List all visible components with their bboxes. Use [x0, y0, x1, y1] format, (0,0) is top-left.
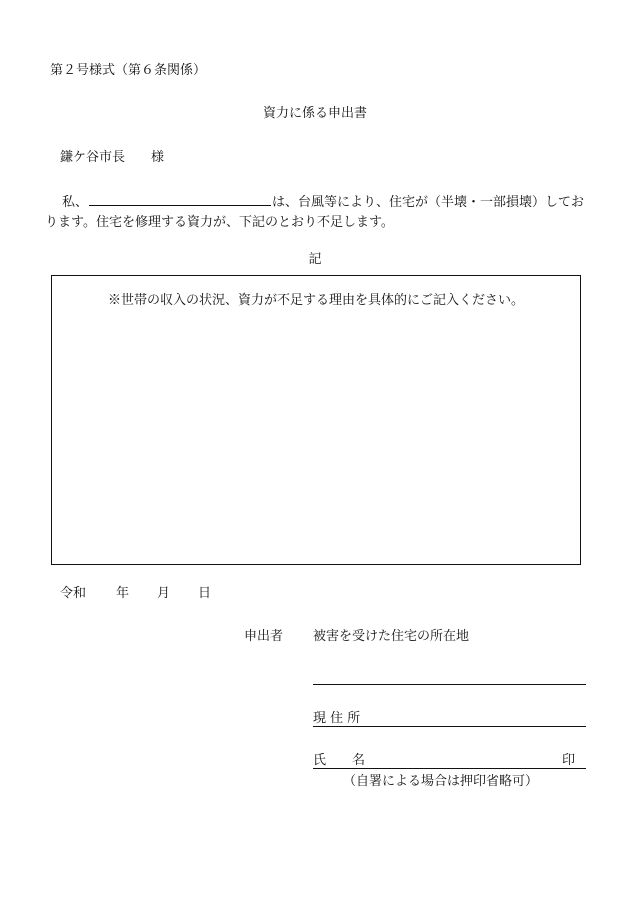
- statement-suffix: は、台風等により、住宅が（半壊・一部損壊）しております。住宅を修理する資力が、下記のとおり不足します。: [45, 195, 585, 230]
- applicant-name-blank[interactable]: [89, 192, 271, 206]
- document-title: 資力に係る申出書: [262, 106, 367, 121]
- date-year: 年: [116, 586, 130, 601]
- addressee: [60, 150, 164, 166]
- damaged-house-location-label: 被害を受けた住宅の所在地: [313, 629, 470, 644]
- location-field-line[interactable]: [313, 684, 586, 685]
- name-label-part2: 名: [352, 753, 366, 768]
- address-field-line[interactable]: [313, 726, 586, 727]
- current-address-label: 現 住 所: [313, 711, 361, 726]
- form-number: 第２号様式（第６条関係）: [50, 63, 207, 78]
- name-label: [313, 753, 365, 769]
- addressee-honorific: 様: [151, 150, 165, 165]
- seal-mark: 印: [562, 753, 576, 768]
- seal-note: （自署による場合は押印省略可）: [343, 774, 539, 789]
- ki-heading: 記: [308, 252, 322, 267]
- date-era: 令和: [60, 586, 87, 601]
- date-day: 日: [198, 586, 212, 601]
- statement-paragraph: [45, 192, 590, 233]
- name-field-line[interactable]: [313, 768, 586, 769]
- reason-note: ※世帯の収入の状況、資力が不足する理由を具体的にご記入ください。: [107, 293, 524, 308]
- applicant-label: 申出者: [244, 629, 284, 644]
- date-month: 月: [157, 586, 171, 601]
- name-label-part1: 氏: [313, 753, 327, 768]
- date-line: [60, 586, 211, 602]
- statement-prefix: 私、: [62, 195, 89, 210]
- reason-entry-box[interactable]: [51, 275, 581, 565]
- addressee-name: 鎌ケ谷市長: [60, 150, 126, 165]
